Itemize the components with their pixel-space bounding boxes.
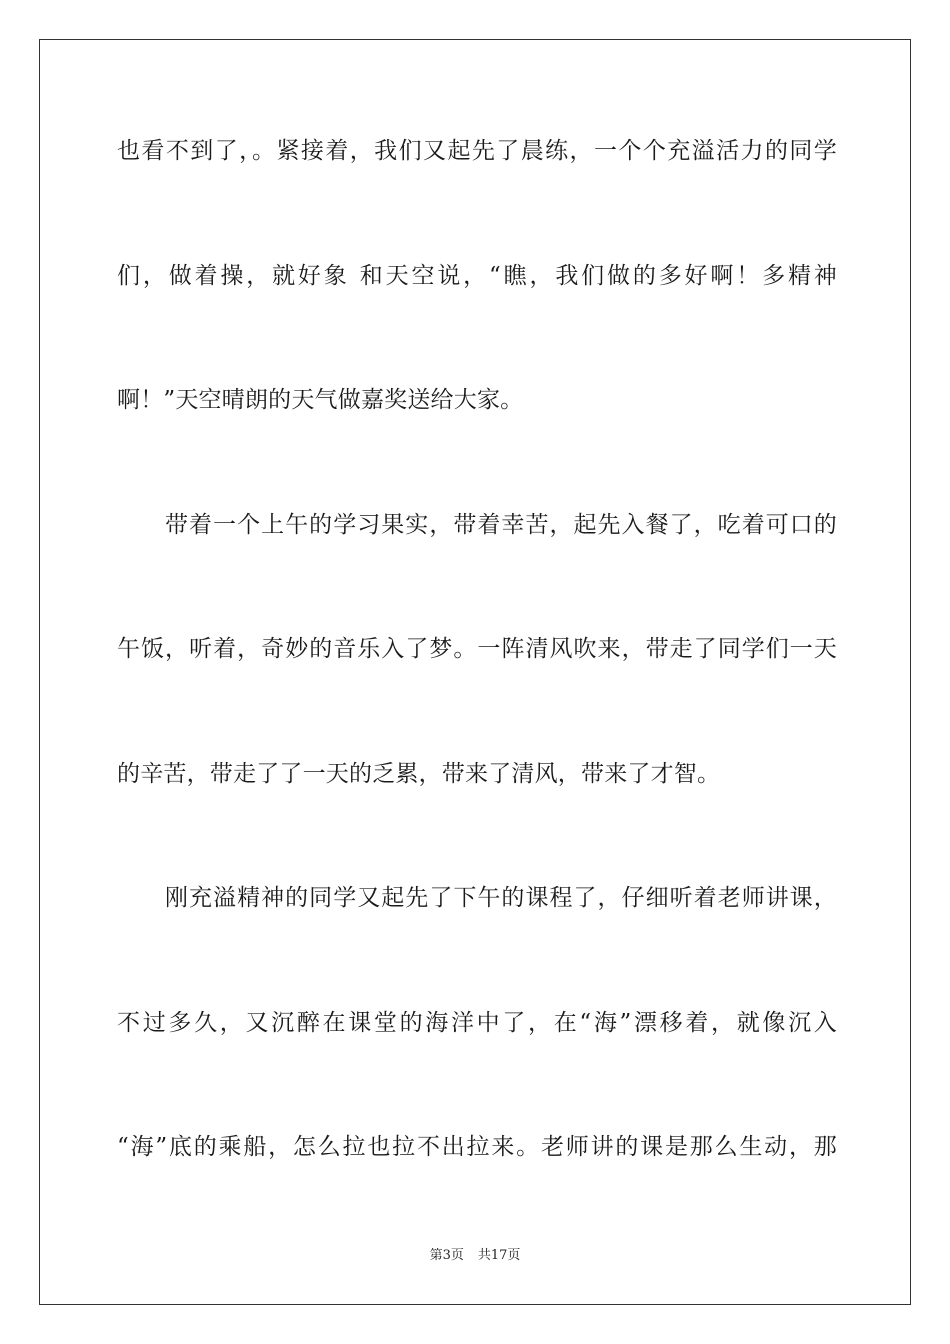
paragraph-line: 们，做着操，就好象 和天空说，“瞧，我们做的多好啊！多精神 [117, 263, 837, 289]
page-footer [0, 1247, 950, 1265]
page-number: 第3页 [429, 1248, 464, 1263]
paragraph-line: 的辛苦，带走了了一天的乏累，带来了清风，带来了才智。 [117, 761, 721, 787]
page-total: 共17页 [477, 1248, 521, 1263]
paragraph-line: 刚充溢精神的同学又起先了下午的课程了，仔细听着老师讲课， [165, 885, 837, 911]
paragraph-line: 不过多久，又沉醉在课堂的海洋中了，在“海”漂移着，就像沉入 [117, 1010, 837, 1036]
paragraph-line: 啊！”天空晴朗的天气做嘉奖送给大家。 [117, 387, 524, 413]
paragraph-line: “海”底的乘船，怎么拉也拉不出拉来。老师讲的课是那么生动，那 [117, 1134, 837, 1160]
paragraph-line: 午饭，听着，奇妙的音乐入了梦。一阵清风吹来，带走了同学们一天 [117, 636, 837, 662]
paragraph-line: 也看不到了，。紧接着，我们又起先了晨练，一个个充溢活力的同学 [117, 138, 837, 164]
page-border [39, 39, 911, 1305]
paragraph-line: 带着一个上午的学习果实，带着幸苦，起先入餐了，吃着可口的 [165, 512, 837, 538]
